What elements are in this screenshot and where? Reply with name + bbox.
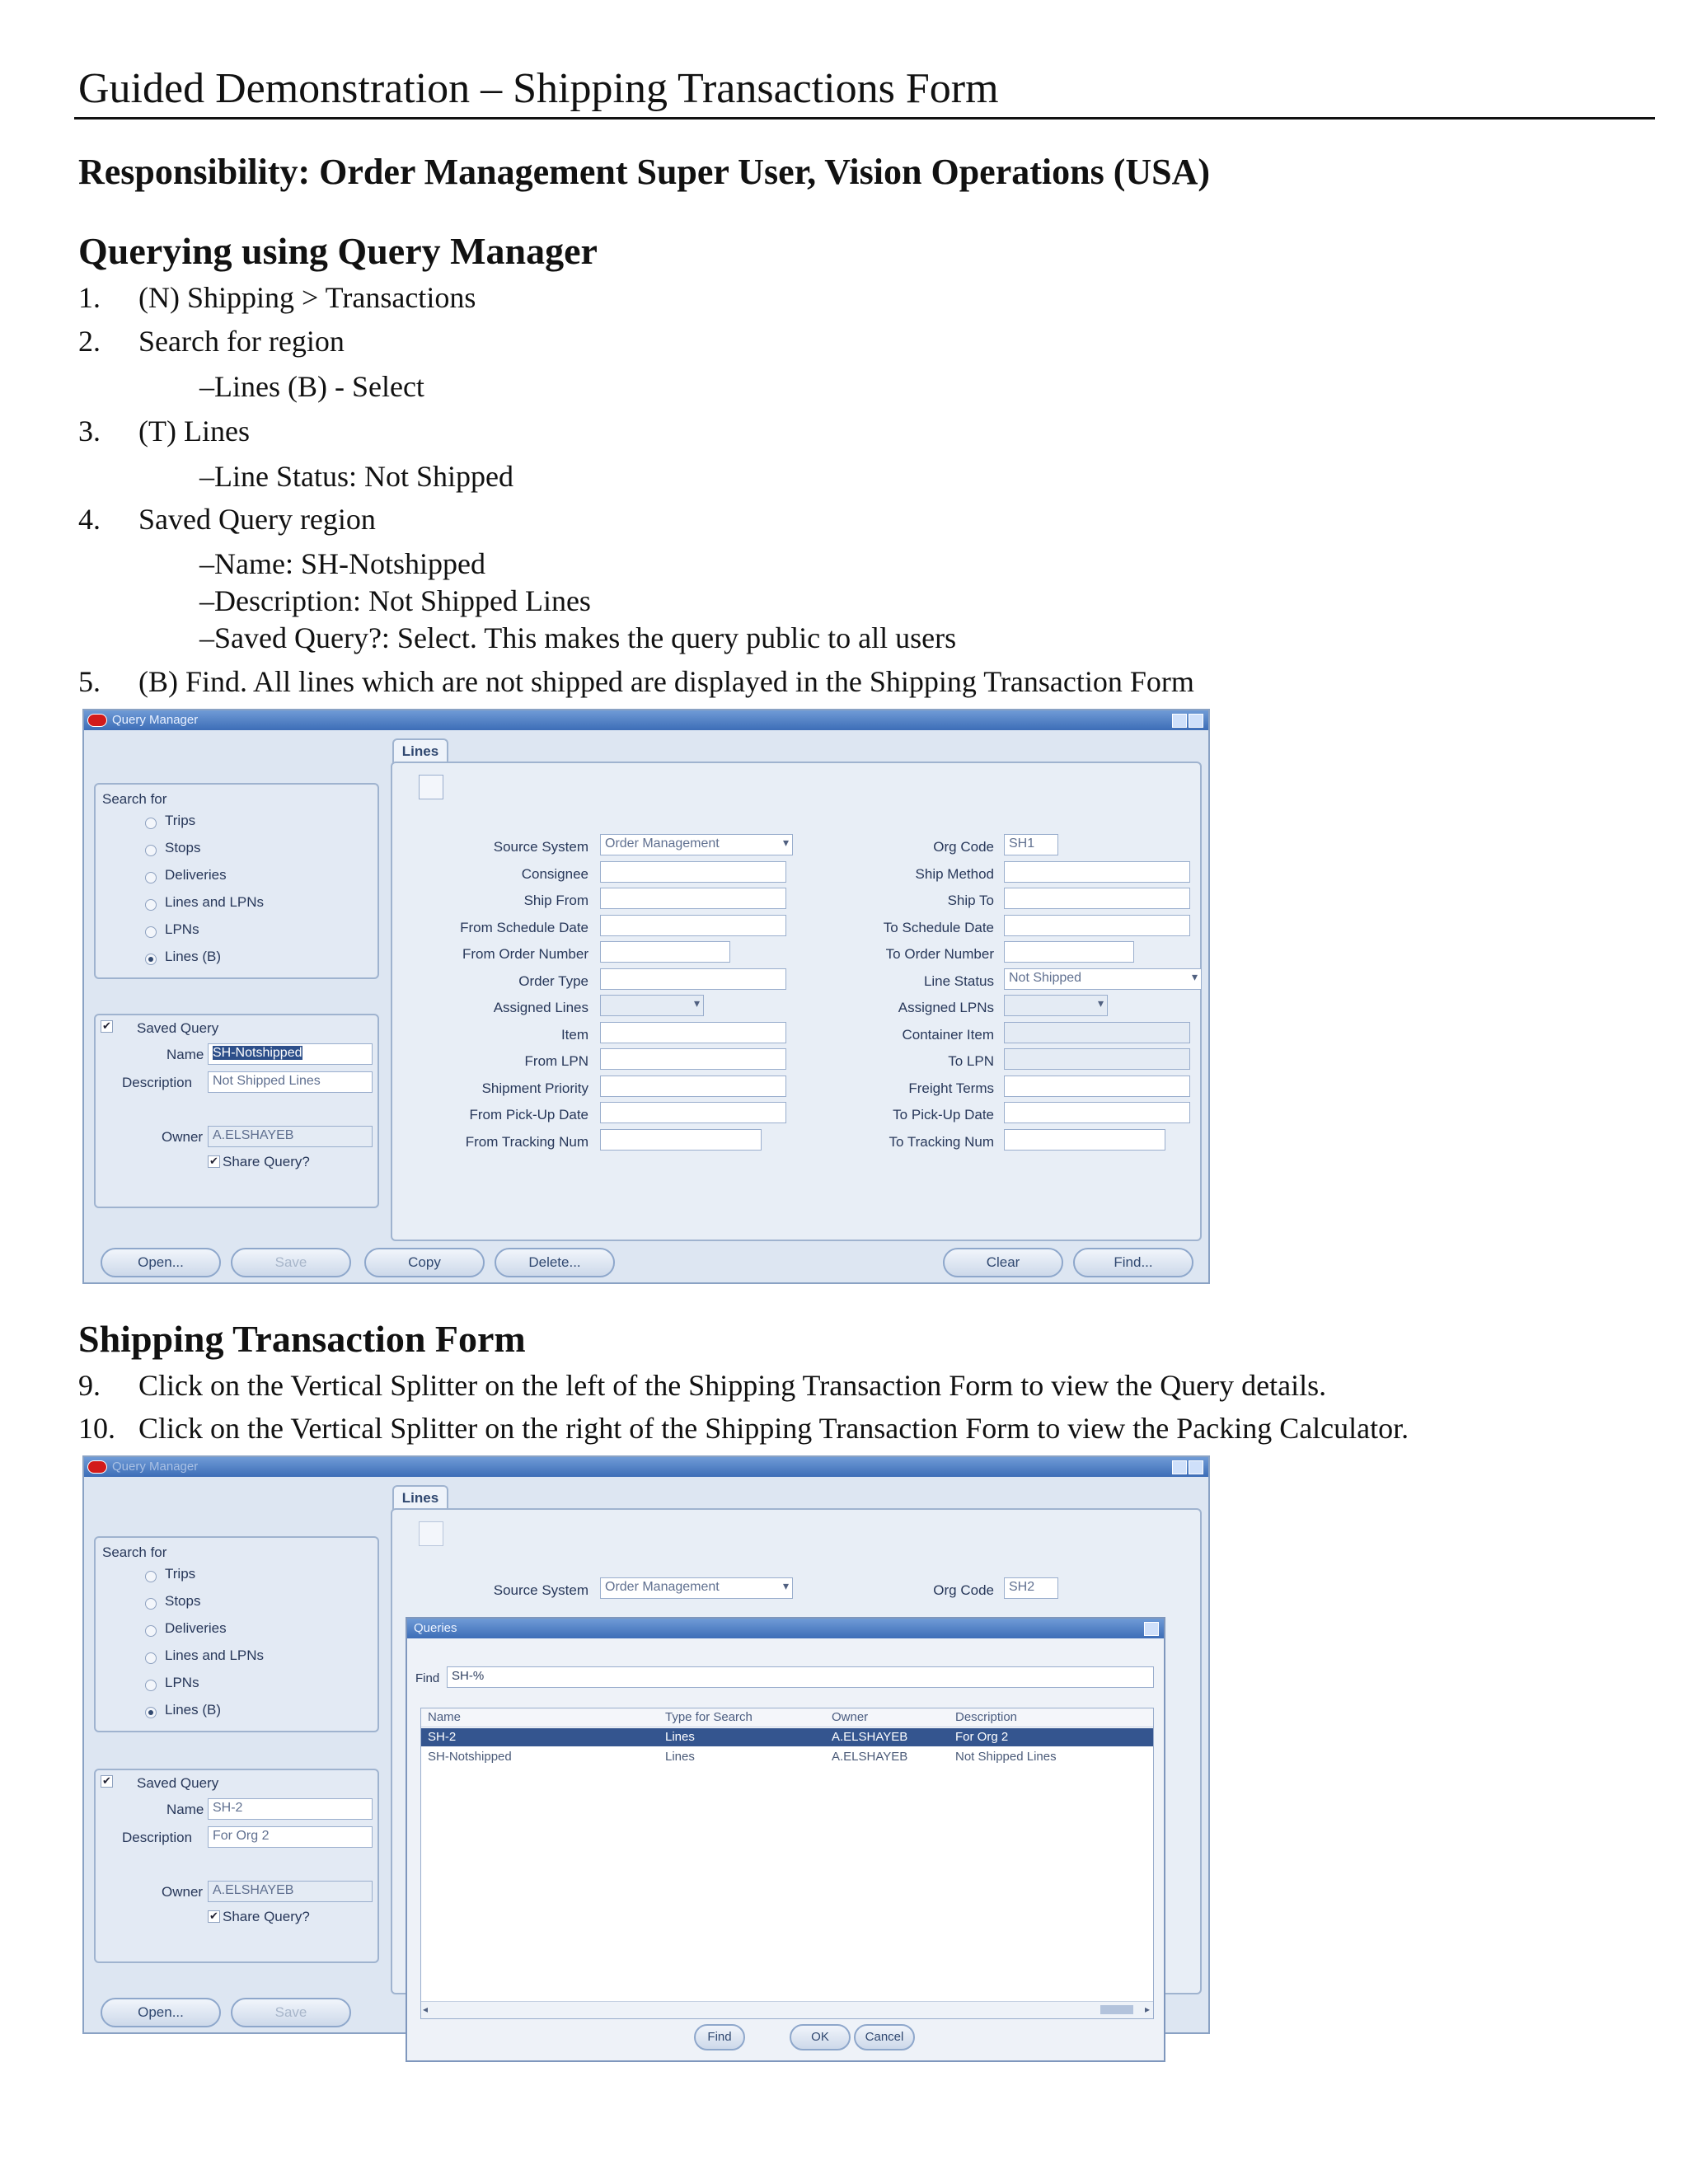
- field-input[interactable]: [1004, 915, 1190, 936]
- field-input[interactable]: [1004, 888, 1190, 909]
- page-title: Guided Demonstration – Shipping Transactions Form: [78, 65, 999, 112]
- column-header-name[interactable]: Name: [428, 1710, 462, 1724]
- cell-description: For Org 2: [955, 1730, 1009, 1744]
- maximize-icon[interactable]: [1189, 1460, 1203, 1474]
- field-input[interactable]: [1004, 941, 1134, 963]
- field-label: To Schedule Date: [883, 919, 994, 935]
- org-code-field[interactable]: SH2: [1004, 1577, 1058, 1599]
- field-input[interactable]: [600, 1129, 762, 1151]
- section-title-query-manager: Querying using Query Manager: [78, 230, 598, 272]
- field-label: Freight Terms: [908, 1080, 994, 1096]
- field-input[interactable]: [1004, 1129, 1165, 1151]
- scrollbar-thumb[interactable]: [1100, 2005, 1133, 2014]
- field-label: Consignee: [521, 865, 588, 882]
- owner-field: A.ELSHAYEB: [208, 1881, 373, 1902]
- field-label: From Tracking Num: [465, 1133, 588, 1150]
- find-button[interactable]: Find...: [1073, 1248, 1193, 1277]
- query-manager-window-1: [82, 709, 1210, 1284]
- field-label: Ship To: [947, 893, 994, 908]
- share-query-label: Share Query?: [223, 1154, 310, 1169]
- dialog-titlebar: [407, 1619, 1164, 1638]
- step-9: 9. Click on the Vertical Splitter on the left of the Shipping Transaction Form to view the Query details.: [78, 1369, 1327, 1402]
- field-label: To LPN: [948, 1053, 994, 1069]
- dialog-ok-button[interactable]: OK: [790, 2024, 851, 2050]
- saved-query-label: Saved Query: [137, 1020, 219, 1036]
- title-rule: [74, 117, 1655, 120]
- field-label: To Order Number: [885, 946, 994, 962]
- radio-label: Lines (B): [165, 949, 222, 964]
- radio-label: Lines and LPNs: [165, 894, 265, 910]
- field-label: Assigned Lines: [493, 1000, 588, 1015]
- radio-label: Stops: [165, 1593, 201, 1609]
- field-label: Shipment Priority: [481, 1080, 588, 1096]
- save-button[interactable]: Save: [231, 1248, 351, 1277]
- step-4-sub-saved-query: –Saved Query?: Select. This makes the query public to all users: [199, 621, 957, 654]
- field-label: Item: [560, 1026, 588, 1043]
- name-label: Name: [166, 1802, 204, 1817]
- field-input[interactable]: [600, 995, 704, 1016]
- search-for-label: Search for: [102, 1544, 167, 1560]
- radio-stops[interactable]: [145, 1598, 157, 1610]
- field-label: Ship From: [523, 893, 588, 908]
- org-code-label: Org Code: [933, 1582, 994, 1598]
- cell-type: Lines: [665, 1750, 695, 1764]
- scroll-left-icon[interactable]: ◂: [423, 2004, 429, 2015]
- field-input[interactable]: [1004, 1102, 1190, 1123]
- radio-lpns[interactable]: [145, 1680, 157, 1691]
- radio-deliveries[interactable]: [145, 872, 157, 883]
- column-header-owner[interactable]: Owner: [832, 1710, 869, 1724]
- share-query-checkbox[interactable]: ✔: [208, 1155, 220, 1168]
- field-input[interactable]: Not Shipped ▾: [1004, 968, 1202, 990]
- owner-field: A.ELSHAYEB: [208, 1126, 373, 1147]
- field-input[interactable]: [600, 915, 786, 936]
- field-input[interactable]: [600, 888, 786, 909]
- source-system-label: Source System: [493, 1582, 588, 1598]
- field-label: To Pick-Up Date: [893, 1107, 994, 1122]
- radio-label: Trips: [165, 1566, 196, 1582]
- field-input[interactable]: [1004, 861, 1190, 883]
- field-input[interactable]: [1004, 995, 1108, 1016]
- clear-form-icon[interactable]: [419, 1521, 443, 1546]
- save-button[interactable]: Save: [231, 1998, 351, 2027]
- radio-label: Deliveries: [165, 1620, 227, 1636]
- step-2: 2. Search for region: [78, 325, 345, 358]
- description-label: Description: [122, 1075, 193, 1090]
- field-label: From Pick-Up Date: [469, 1107, 588, 1122]
- table-row[interactable]: [421, 1748, 1153, 1766]
- field-input[interactable]: SH1: [1004, 834, 1058, 855]
- description-field[interactable]: For Org 2: [208, 1826, 373, 1848]
- name-field[interactable]: SH-Notshipped: [208, 1043, 373, 1065]
- dialog-title: Queries: [414, 1621, 457, 1635]
- cell-type: Lines: [665, 1730, 695, 1744]
- source-system-field[interactable]: Order Management ▾: [600, 1577, 793, 1599]
- saved-query-panel: [94, 1769, 379, 1963]
- field-input[interactable]: [1004, 1076, 1190, 1097]
- cell-owner: A.ELSHAYEB: [832, 1730, 908, 1744]
- oracle-logo-icon: [87, 714, 107, 727]
- radio-label: Stops: [165, 840, 201, 855]
- saved-query-checkbox[interactable]: ✔: [101, 1020, 113, 1033]
- field-label: Container Item: [902, 1026, 994, 1043]
- responsibility-line: Responsibility: Order Management Super User, Vision Operations (USA): [78, 152, 1211, 192]
- open-button[interactable]: Open...: [101, 1998, 221, 2027]
- name-field[interactable]: SH-2: [208, 1798, 373, 1820]
- saved-query-label: Saved Query: [137, 1775, 219, 1791]
- dialog-cancel-button[interactable]: Cancel: [854, 2024, 915, 2050]
- find-label: Find: [415, 1671, 440, 1685]
- field-input[interactable]: [600, 941, 730, 963]
- open-button[interactable]: Open...: [101, 1248, 221, 1277]
- field-label: To Tracking Num: [889, 1133, 994, 1150]
- field-input[interactable]: [600, 1048, 786, 1070]
- radio-label: Lines and LPNs: [165, 1647, 265, 1663]
- radio-lines-and-lpns[interactable]: [145, 1652, 157, 1664]
- field-input[interactable]: [600, 1076, 786, 1097]
- find-field[interactable]: SH-%: [447, 1666, 1154, 1688]
- step-1: 1. (N) Shipping > Transactions: [78, 281, 476, 314]
- close-icon[interactable]: [1144, 1622, 1159, 1636]
- grid-header: [421, 1708, 1153, 1727]
- share-query-checkbox[interactable]: ✔: [208, 1910, 220, 1923]
- saved-query-panel: [94, 1014, 379, 1208]
- column-header-description[interactable]: Description: [955, 1710, 1018, 1724]
- saved-query-checkbox[interactable]: ✔: [101, 1775, 113, 1788]
- radio-lines[interactable]: [145, 1707, 157, 1718]
- copy-button[interactable]: Copy: [364, 1248, 485, 1277]
- radio-label: Trips: [165, 813, 196, 828]
- search-for-panel: [94, 1536, 379, 1732]
- field-input[interactable]: [1004, 1048, 1190, 1070]
- search-for-panel: [94, 783, 379, 979]
- window-title: Query Manager: [112, 1460, 199, 1474]
- owner-label: Owner: [162, 1129, 204, 1145]
- radio-lpns[interactable]: [145, 926, 157, 938]
- clear-button[interactable]: Clear: [943, 1248, 1063, 1277]
- scroll-right-icon[interactable]: ▸: [1144, 2004, 1150, 2015]
- step-3: 3. (T) Lines: [78, 415, 250, 448]
- field-label: From Schedule Date: [460, 919, 588, 935]
- field-label: Assigned LPNs: [898, 1000, 994, 1015]
- field-label: Org Code: [933, 839, 994, 855]
- field-input[interactable]: [600, 968, 786, 990]
- step-2-sub: –Lines (B) - Select: [199, 370, 424, 403]
- queries-grid: [420, 1708, 1154, 2019]
- table-row[interactable]: [421, 1728, 1153, 1746]
- field-label: From LPN: [524, 1053, 588, 1069]
- radio-label: Lines (B): [165, 1702, 222, 1718]
- cell-owner: A.ELSHAYEB: [832, 1750, 908, 1764]
- minimize-icon[interactable]: [1172, 714, 1187, 728]
- share-query-label: Share Query?: [223, 1909, 310, 1924]
- radio-label: Deliveries: [165, 867, 227, 883]
- field-input[interactable]: [600, 1022, 786, 1043]
- radio-lines[interactable]: [145, 954, 157, 965]
- cell-name: SH-2: [428, 1730, 457, 1744]
- oracle-logo-icon: [87, 1460, 107, 1474]
- cell-description: Not Shipped Lines: [955, 1750, 1057, 1764]
- owner-label: Owner: [162, 1884, 204, 1900]
- window-titlebar: [84, 1457, 1208, 1477]
- name-label: Name: [166, 1047, 204, 1062]
- radio-label: LPNs: [165, 921, 199, 937]
- field-label: From Order Number: [462, 946, 588, 962]
- queries-dialog: [406, 1617, 1165, 2062]
- cell-name: SH-Notshipped: [428, 1750, 512, 1764]
- radio-lines-and-lpns[interactable]: [145, 899, 157, 911]
- section-title-shipping-transaction-form: Shipping Transaction Form: [78, 1318, 526, 1360]
- radio-stops[interactable]: [145, 845, 157, 856]
- field-input[interactable]: [600, 1102, 786, 1123]
- description-field[interactable]: Not Shipped Lines: [208, 1071, 373, 1093]
- step-4-sub-description: –Description: Not Shipped Lines: [199, 584, 591, 617]
- step-5: 5. (B) Find. All lines which are not shipped are displayed in the Shipping Transaction Form: [78, 665, 1194, 698]
- field-input[interactable]: Order Management ▾: [600, 834, 793, 855]
- field-input[interactable]: [600, 861, 786, 883]
- window-titlebar: [84, 710, 1208, 730]
- field-label: Ship Method: [915, 865, 994, 882]
- radio-label: LPNs: [165, 1675, 199, 1690]
- window-title: Query Manager: [112, 713, 199, 727]
- maximize-icon[interactable]: [1189, 714, 1203, 728]
- lines-tab-panel: [391, 762, 1202, 1241]
- description-label: Description: [122, 1830, 193, 1845]
- field-label: Source System: [493, 839, 588, 855]
- tab-lines[interactable]: Lines: [392, 738, 448, 765]
- step-4: 4. Saved Query region: [78, 503, 376, 536]
- column-header-type[interactable]: Type for Search: [665, 1710, 753, 1724]
- search-for-label: Search for: [102, 791, 167, 807]
- field-label: Line Status: [923, 972, 994, 989]
- clear-form-icon[interactable]: [419, 775, 443, 799]
- delete-button[interactable]: Delete...: [495, 1248, 615, 1277]
- step-4-sub-name: –Name: SH-Notshipped: [199, 547, 485, 580]
- step-3-sub: –Line Status: Not Shipped: [199, 460, 513, 493]
- radio-trips[interactable]: [145, 1571, 157, 1582]
- dialog-find-button[interactable]: Find: [694, 2024, 745, 2050]
- tab-lines[interactable]: Lines: [392, 1485, 448, 1511]
- radio-trips[interactable]: [145, 818, 157, 829]
- step-10: 10. Click on the Vertical Splitter on the right of the Shipping Transaction Form to view the Packing Calculator.: [78, 1412, 1409, 1445]
- field-input[interactable]: [1004, 1022, 1190, 1043]
- horizontal-scrollbar[interactable]: [421, 2001, 1153, 2018]
- radio-deliveries[interactable]: [145, 1625, 157, 1637]
- field-label: Order Type: [518, 972, 588, 989]
- minimize-icon[interactable]: [1172, 1460, 1187, 1474]
